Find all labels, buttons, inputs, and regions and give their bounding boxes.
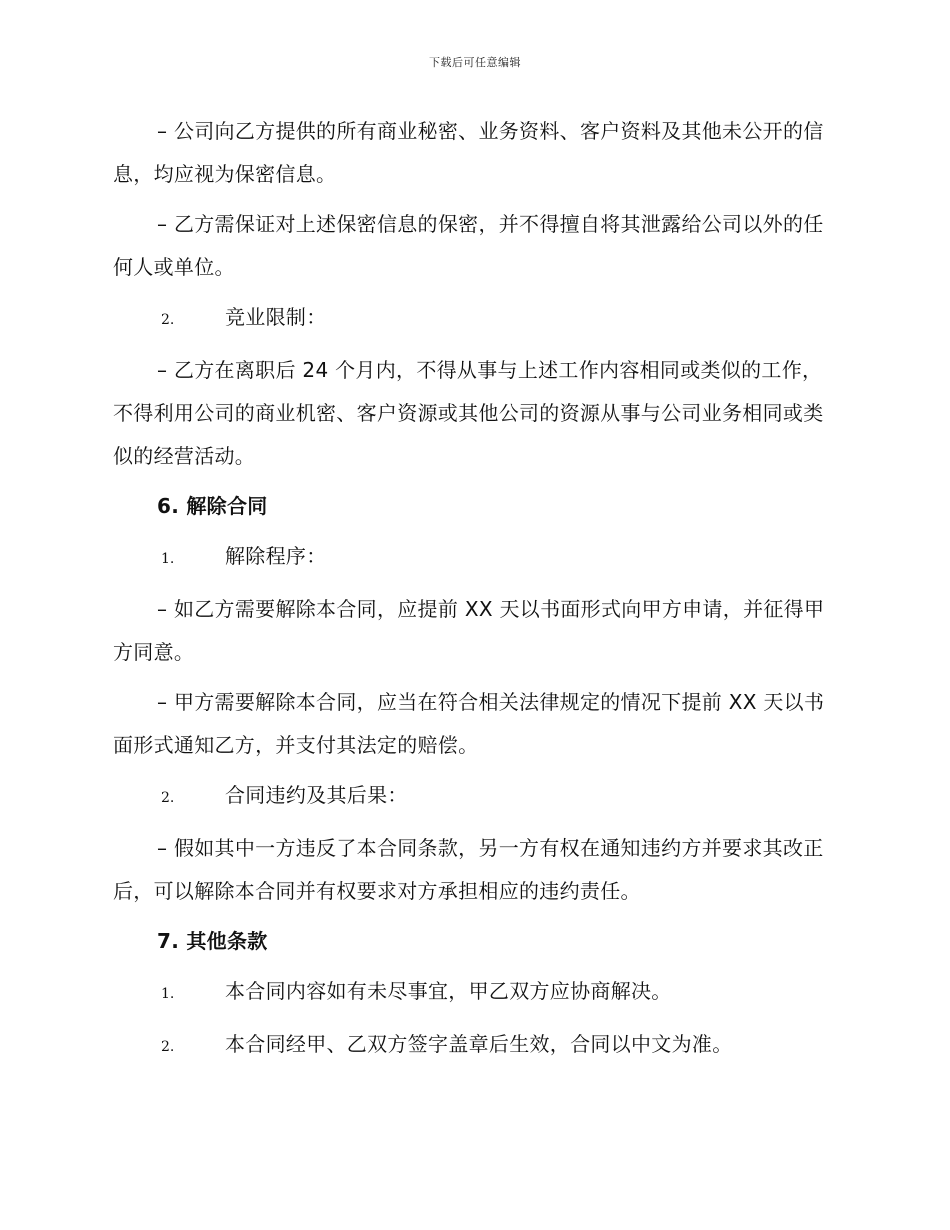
list-item-breach	[113, 774, 838, 820]
non-compete-paragraph: – 乙方在离职后 24 个月内，不得从事与上述工作内容相同或类似的工作，不得利用公司的商业机密、客户资源或其他公司的资源从事与公司业务相同或类似的经营活动。	[113, 358, 824, 468]
list-item-label: 解除程序：	[225, 544, 327, 568]
section-heading-termination: 6. 解除合同	[157, 494, 268, 518]
list-item-label: 合同违约及其后果：	[225, 783, 408, 807]
list-item-label: 本合同经甲、乙双方签字盖章后生效，合同以中文为准。	[225, 1032, 733, 1056]
list-number: 1.	[161, 986, 175, 1002]
list-number: 2.	[161, 790, 175, 806]
confidential-info-paragraph: – 公司向乙方提供的所有商业秘密、业务资料、客户资料及其他未公开的信息，均应视为保密信息。	[113, 119, 824, 186]
list-item-non-compete	[113, 296, 838, 342]
section-heading-other-terms: 7. 其他条款	[157, 929, 268, 953]
list-number: 2.	[161, 1039, 175, 1055]
party-b-termination-paragraph: – 如乙方需要解除本合同，应提前 XX 天以书面形式向甲方申请，并征得甲方同意。	[113, 597, 825, 664]
party-a-termination-paragraph: – 甲方需要解除本合同，应当在符合相关法律规定的情况下提前 XX 天以书面形式通知乙方，并支付其法定的赔偿。	[113, 690, 825, 757]
list-item-other-2	[113, 1023, 838, 1069]
list-item-termination-procedure	[113, 535, 838, 581]
breach-paragraph: – 假如其中一方违反了本合同条款，另一方有权在通知违约方并要求其改正后，可以解除本合同并有权要求对方承担相应的违约责任。	[113, 836, 824, 903]
page-header: 下载后可任意编辑	[429, 56, 521, 69]
list-number: 1.	[161, 551, 175, 567]
list-number: 2.	[161, 312, 175, 328]
list-item-label: 本合同内容如有未尽事宜，甲乙双方应协商解决。	[225, 979, 672, 1003]
list-item-other-1	[113, 970, 838, 1016]
list-item-label: 竞业限制：	[225, 305, 327, 329]
document-body	[113, 110, 838, 1076]
confidentiality-obligation-paragraph: – 乙方需保证对上述保密信息的保密，并不得擅自将其泄露给公司以外的任何人或单位。	[113, 212, 824, 279]
